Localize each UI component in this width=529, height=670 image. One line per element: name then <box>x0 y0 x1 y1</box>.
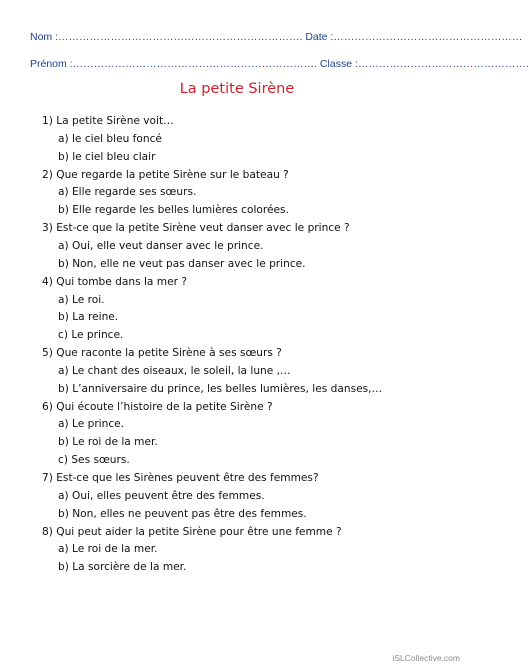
question-text: 2) Que regarde la petite Sirène sur le bateau ? <box>42 168 289 181</box>
answer-option: a) Le roi. <box>58 293 105 306</box>
answer-option: a) Le roi de la mer. <box>58 543 158 556</box>
question-text: 3) Est-ce que la petite Sirène veut danser avec le prince ? <box>42 222 350 235</box>
firstname-class-line: Prénom :……………………………………………………………. Classe :…………………………………………. <box>30 58 529 70</box>
answer-option: b) L’anniversaire du prince, les belles lumières, les danses,… <box>58 382 383 395</box>
question-text: 7) Est-ce que les Sirènes peuvent être des femmes? <box>42 472 319 484</box>
answer-option: b) Non, elles ne peuvent pas être des femmes. <box>58 507 307 520</box>
answer-option: a) Oui, elles peuvent être des femmes. <box>58 489 265 502</box>
answer-option: b) le ciel bleu clair <box>58 150 156 163</box>
question-text: 4) Qui tombe dans la mer ? <box>42 275 187 288</box>
answer-option: c) Ses sœurs. <box>58 454 130 467</box>
answer-option: b) La reine. <box>58 311 119 324</box>
answer-option: b) Elle regarde les belles lumières colorées. <box>58 204 289 217</box>
answer-option: b) Le roi de la mer. <box>58 436 158 449</box>
answer-option: b) Non, elle ne veut pas danser avec le prince. <box>58 257 306 270</box>
worksheet-title: La petite Sirène <box>179 81 295 97</box>
question-text: 5) Que raconte la petite Sirène à ses sœurs ? <box>42 347 282 360</box>
footer-watermark: iSLCollective.com <box>392 653 460 663</box>
answer-option: c) Le prince. <box>58 329 124 342</box>
answer-option: a) Le chant des oiseaux, le soleil, la lune ,… <box>58 364 291 377</box>
answer-option: a) le ciel bleu foncé <box>58 132 162 145</box>
question-text: 8) Qui peut aider la petite Sirène pour être une femme ? <box>42 525 342 538</box>
question-text: 1) La petite Sirène voit… <box>42 115 174 127</box>
answer-option: a) Le prince. <box>58 418 125 431</box>
question-text: 6) Qui écoute l’histoire de la petite Sirène ? <box>42 400 273 413</box>
answer-option: a) Oui, elle veut danser avec le prince. <box>58 239 264 252</box>
answer-option: a) Elle regarde ses sœurs. <box>58 186 197 199</box>
name-date-line: Nom :……………………………………………………………. Date :……………………………………………… <box>30 31 523 43</box>
answer-option: b) La sorcière de la mer. <box>58 561 187 574</box>
